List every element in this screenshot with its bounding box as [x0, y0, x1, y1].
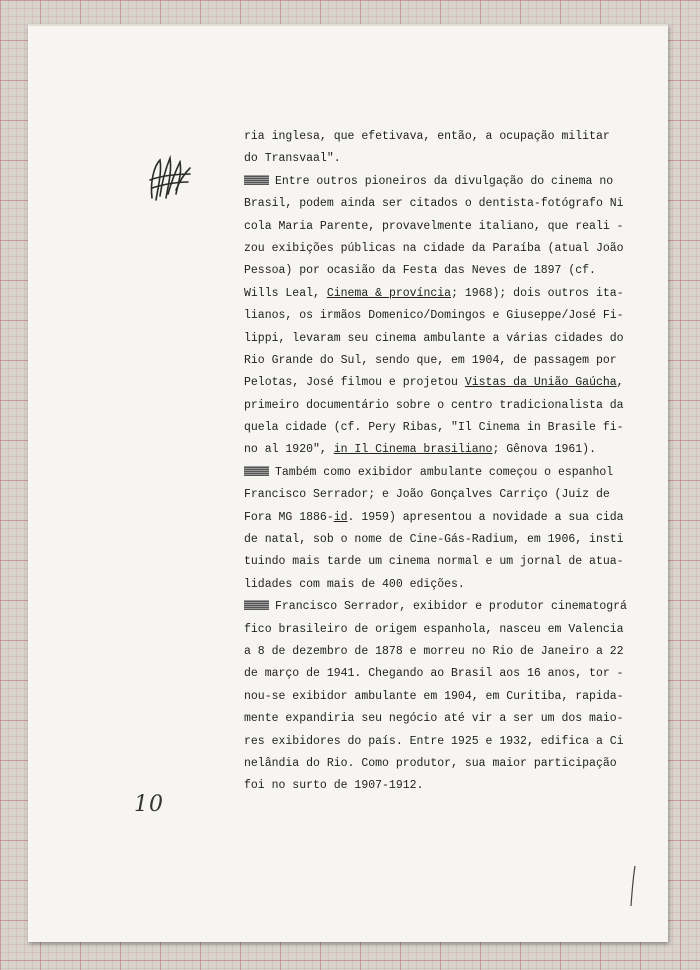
- text-line: [244, 439, 664, 461]
- underlined-title: in Il Cinema brasiliano: [333, 443, 493, 457]
- text-segment: foi no surto de 1907-1912.: [244, 779, 424, 793]
- text-line: [244, 305, 664, 327]
- margin-pencil-mark: [628, 864, 638, 908]
- paragraph-mark-blot: [244, 466, 269, 476]
- text-segment: Wills Leal,: [244, 286, 327, 300]
- text-segment: Pessoa) por ocasião da Festa das Neves de 1897 (cf.: [244, 264, 596, 278]
- text-segment: lippi, levaram seu cinema ambulante a várias cidades do: [244, 331, 624, 345]
- text-line: [244, 238, 664, 260]
- text-segment: Também como exibidor ambulante começou o espanhol: [275, 465, 614, 479]
- text-segment: ; 1968); dois outros ita-: [451, 286, 624, 300]
- text-segment: cola Maria Parente, provavelmente italiano, que reali -: [244, 219, 624, 233]
- text-segment: Pelotas, José filmou e projetou: [244, 376, 465, 390]
- text-segment: Fora MG 1886-: [244, 510, 334, 524]
- text-segment: quela cidade (cf. Pery Ribas, "Il Cinema in Brasile fi-: [244, 421, 624, 435]
- text-segment: mente expandiria seu negócio até vir a ser um dos maio-: [244, 712, 624, 726]
- text-line: [244, 372, 664, 394]
- text-line: [244, 171, 664, 193]
- handwritten-page-number: 10: [134, 792, 164, 817]
- handwritten-scribble-mark: [146, 152, 194, 204]
- text-segment: zou exibições públicas na cidade da Paraíba (atual João: [244, 241, 624, 255]
- underlined-title: Vistas da União Gaúcha: [464, 376, 617, 390]
- text-line: [244, 529, 664, 551]
- text-line: [244, 775, 664, 797]
- text-line: [244, 417, 664, 439]
- text-line: [244, 193, 664, 215]
- text-line: [244, 596, 664, 618]
- text-line: [244, 507, 664, 529]
- text-line: [244, 731, 664, 753]
- text-line: [244, 686, 664, 708]
- text-line: [244, 484, 664, 506]
- underlined-title: id: [333, 510, 348, 524]
- text-segment: Rio Grande do Sul, sendo que, em 1904, de passagem por: [244, 353, 617, 367]
- text-segment: nou-se exibidor ambulante em 1904, em Curitiba, rapida-: [244, 689, 624, 703]
- text-line: [244, 126, 664, 148]
- text-line: [244, 619, 664, 641]
- text-segment: Francisco Serrador; e João Gonçalves Carriço (Juiz de: [244, 488, 610, 502]
- text-segment: primeiro documentário sobre o centro tradicionalista da: [244, 398, 624, 412]
- text-segment: ,: [616, 376, 624, 390]
- text-segment: a 8 de dezembro de 1878 e morreu no Rio de Janeiro a 22: [244, 644, 624, 658]
- text-line: [244, 551, 664, 573]
- paragraph-mark-blot: [244, 175, 269, 185]
- text-segment: Francisco Serrador, exibidor e produtor cinematográ: [275, 600, 627, 614]
- text-line: [244, 216, 664, 238]
- page-edge: [28, 24, 668, 26]
- text-line: [244, 641, 664, 663]
- text-line: [244, 574, 664, 596]
- text-segment: do Transvaal".: [244, 152, 341, 166]
- paragraph-mark-blot: [244, 600, 269, 610]
- text-segment: no al 1920",: [244, 443, 334, 457]
- text-segment: de natal, sob o nome de Cine-Gás-Radium, em 1906, insti: [244, 533, 624, 547]
- document-page: [28, 24, 668, 942]
- text-segment: ; Gênova 1961).: [492, 443, 596, 457]
- text-segment: tuindo mais tarde um cinema normal e um jornal de atua-: [244, 555, 624, 569]
- underlined-title: Cinema & província: [326, 286, 452, 300]
- text-line: [244, 283, 664, 305]
- text-segment: . 1959) apresentou a novidade a sua cida: [347, 510, 624, 524]
- text-line: [244, 395, 664, 417]
- text-segment: ria inglesa, que efetivava, então, a ocupação militar: [244, 130, 610, 143]
- text-segment: de março de 1941. Chegando ao Brasil aos 16 anos, tor -: [244, 667, 624, 681]
- text-line: [244, 350, 664, 372]
- text-segment: res exibidores do país. Entre 1925 e 1932, edifica a Ci: [244, 734, 624, 748]
- text-segment: lidades com mais de 400 edições.: [244, 577, 465, 591]
- text-segment: lianos, os irmãos Domenico/Domingos e Giuseppe/José Fi-: [244, 309, 624, 323]
- text-segment: fico brasileiro de origem espanhola, nasceu em Valencia: [244, 622, 624, 636]
- text-line: [244, 753, 664, 775]
- text-segment: Entre outros pioneiros da divulgação do cinema no: [275, 174, 614, 188]
- text-line: [244, 462, 664, 484]
- text-line: [244, 328, 664, 350]
- text-segment: nelândia do Rio. Como produtor, sua maior participação: [244, 756, 617, 770]
- text-line: [244, 260, 664, 282]
- typed-text-body: [244, 126, 664, 798]
- text-segment: Brasil, podem ainda ser citados o dentista-fotógrafo Ni: [244, 197, 624, 211]
- text-line: [244, 663, 664, 685]
- text-line: [244, 708, 664, 730]
- text-line: [244, 148, 664, 170]
